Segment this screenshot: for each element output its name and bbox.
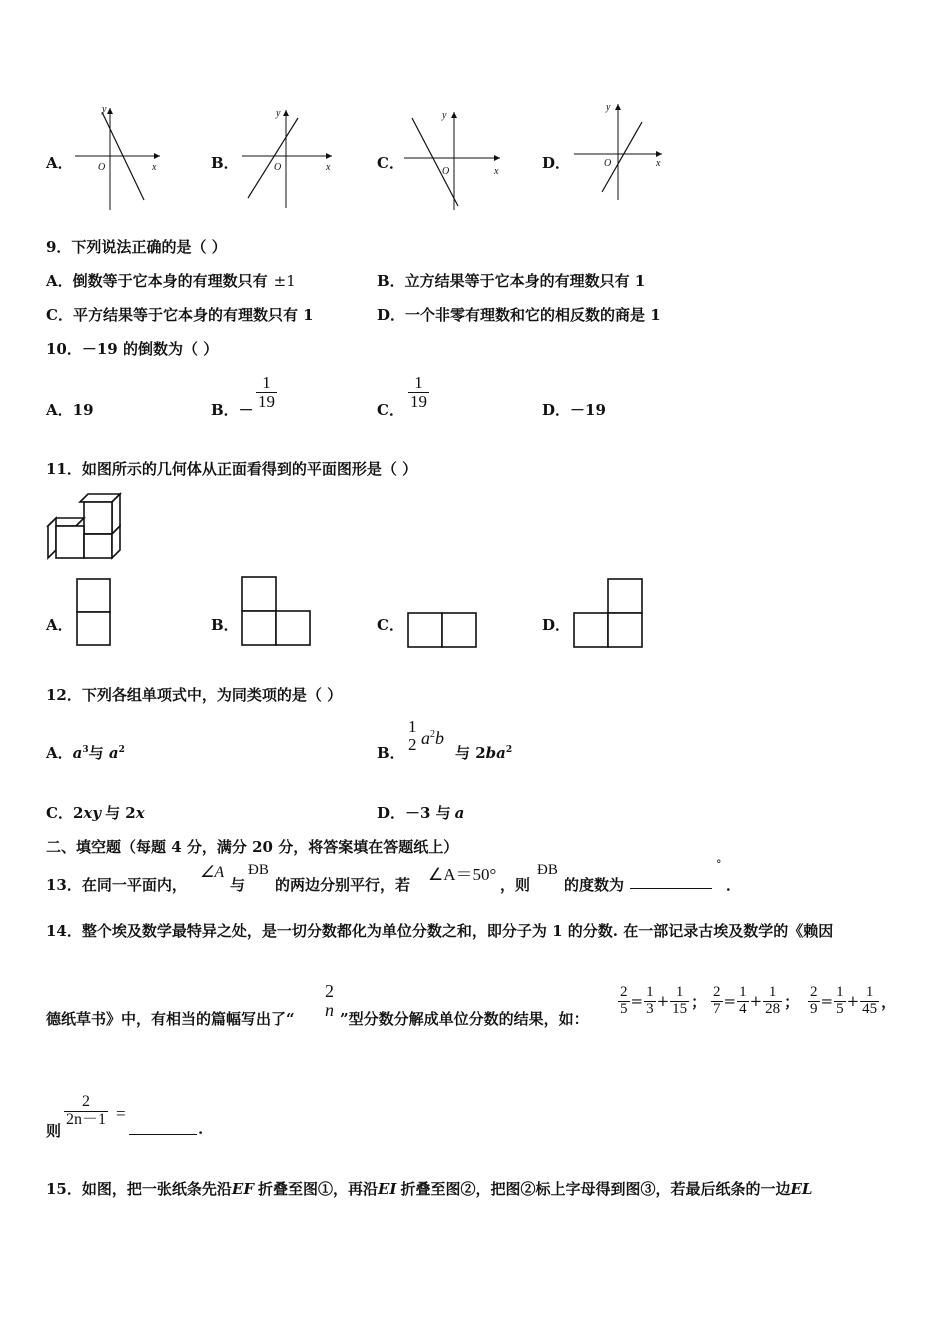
q14-example-3: $\frac{2}{9}$ = $\frac{1}{5}$ + $\frac{1}{45}$ ，	[810, 984, 897, 1017]
x-axis-label: x	[656, 158, 661, 169]
q8-option-a-label: A．	[46, 154, 73, 172]
x-axis-label: x	[494, 166, 499, 177]
q10-option-c-fraction: $\frac{1}{19}$	[410, 373, 427, 411]
q13-angle-b: ÐB	[248, 862, 269, 878]
q9-option-d: D．一个非零有理数和它的相反数的商是 1	[377, 306, 661, 324]
q10-option-b-fraction: $\frac{1}{19}$	[258, 373, 275, 411]
q12-option-d: D．－3 与 a	[377, 804, 465, 822]
q14-example-1: $\frac{2}{5}$ = $\frac{1}{3}$ + $\frac{1}{15}$ ；	[620, 984, 707, 1017]
q9-option-b: B．立方结果等于它本身的有理数只有 1	[377, 272, 646, 290]
q12-option-c: C．2xy 与 2x	[46, 804, 145, 822]
q8-option-b-label: B．	[211, 154, 239, 172]
q13-angle-a: ∠A	[200, 864, 225, 881]
q15-line1: 15．如图，把一张纸条先沿EF 折叠至图①，再沿EI 折叠至图②，把图②标上字母得到图③，若最后纸条的一边EL	[46, 1180, 813, 1198]
q13-degree: °	[716, 858, 722, 871]
y-axis-label: y	[606, 102, 611, 113]
q11-stem: 11．如图所示的几何体从正面看得到的平面图形是（ ）	[46, 460, 418, 478]
q8-graph-d	[572, 100, 672, 210]
q11-solid-figure	[46, 490, 126, 562]
y-axis-label: y	[102, 104, 107, 115]
q11-option-d-label: D．	[542, 616, 571, 634]
q11-option-c-figure	[407, 612, 479, 648]
q14-ask-eq: =	[116, 1104, 126, 1123]
q14-then: 则	[46, 1122, 62, 1140]
q14-line2-a: 德纸草书》中，有相当的篇幅写出了“	[46, 1010, 295, 1028]
q8-graph-b	[240, 104, 340, 214]
q11-option-b-figure	[241, 576, 313, 646]
q9-option-c: C．平方结果等于它本身的有理数只有 1	[46, 306, 314, 324]
q14-two-over-n: 2 n	[325, 981, 334, 1020]
q11-option-a-label: A．	[46, 616, 73, 634]
q10-option-c-label: C．	[377, 401, 404, 419]
q14-example-2: $\frac{2}{7}$ = $\frac{1}{4}$ + $\frac{1}{28}$ ；	[713, 984, 800, 1017]
x-axis-label: x	[152, 162, 157, 173]
q12-option-b-expr: $a^2b$	[421, 728, 444, 748]
q9-stem: 9．下列说法正确的是（ ）	[46, 238, 227, 256]
q14-answer-blank[interactable]	[129, 1120, 197, 1135]
q12-option-a: A．$a^3$与 $a^2$	[46, 744, 125, 762]
q14-line1: 14．整个埃及数学最特异之处，是一切分数都化为单位分数之和，即分子为 1 的分数. 在一部记录古埃及数学的《赖因	[46, 922, 834, 940]
q10-option-b-label: B．－	[211, 401, 254, 419]
q11-option-c-label: C．	[377, 616, 404, 634]
q12-option-b-tail: 与 $2ba^2$	[455, 744, 513, 762]
q14-end: .	[198, 1120, 204, 1138]
q13-condition: ∠A＝50°	[428, 865, 497, 884]
q13-mid3: ，则	[500, 876, 531, 894]
q13-suffix: 的度数为	[564, 876, 625, 894]
q13-prefix: 13．在同一平面内，	[46, 876, 187, 894]
y-axis-label: y	[276, 108, 281, 119]
x-axis-label: x	[326, 162, 331, 173]
q10-option-d: D．－19	[542, 401, 606, 419]
q13-end: ．	[726, 876, 742, 894]
q12-stem: 12．下列各组单项式中，为同类项的是（ ）	[46, 686, 343, 704]
q13-mid1: 与	[230, 876, 246, 894]
origin-label: O	[274, 162, 282, 173]
q8-graph-c	[402, 106, 502, 216]
origin-label: O	[442, 166, 450, 177]
q14-ask-fraction: $\frac{2}{2n-1}$	[66, 1093, 107, 1128]
q8-option-c-label: C．	[377, 154, 404, 172]
q11-option-d-figure	[573, 578, 645, 648]
q10-option-a: A．19	[46, 401, 94, 419]
section-title: 二、填空题（每题 4 分，满分 20 分，将答案填在答题纸上）	[46, 838, 459, 856]
q13-angle-b2: ÐB	[537, 862, 558, 878]
q11-option-a-figure	[76, 578, 112, 648]
q8-option-d-label: D．	[542, 154, 571, 172]
q8-graph-a	[70, 100, 170, 210]
q9-option-a: A．倒数等于它本身的有理数只有 ±1	[46, 272, 296, 290]
q14-line2-b: ”型分数分解成单位分数的结果，如：	[340, 1010, 589, 1028]
origin-label: O	[604, 158, 612, 169]
origin-label: O	[98, 162, 106, 173]
q13-answer-blank[interactable]	[630, 872, 712, 889]
y-axis-label: y	[442, 110, 447, 121]
q12-option-b-label: B．	[377, 744, 405, 762]
q11-option-b-label: B．	[211, 616, 239, 634]
q12-option-b-fraction: 1 2	[408, 717, 417, 754]
q13-mid2: 的两边分别平行，若	[275, 876, 411, 894]
q10-stem: 10．－19 的倒数为（ ）	[46, 340, 219, 358]
